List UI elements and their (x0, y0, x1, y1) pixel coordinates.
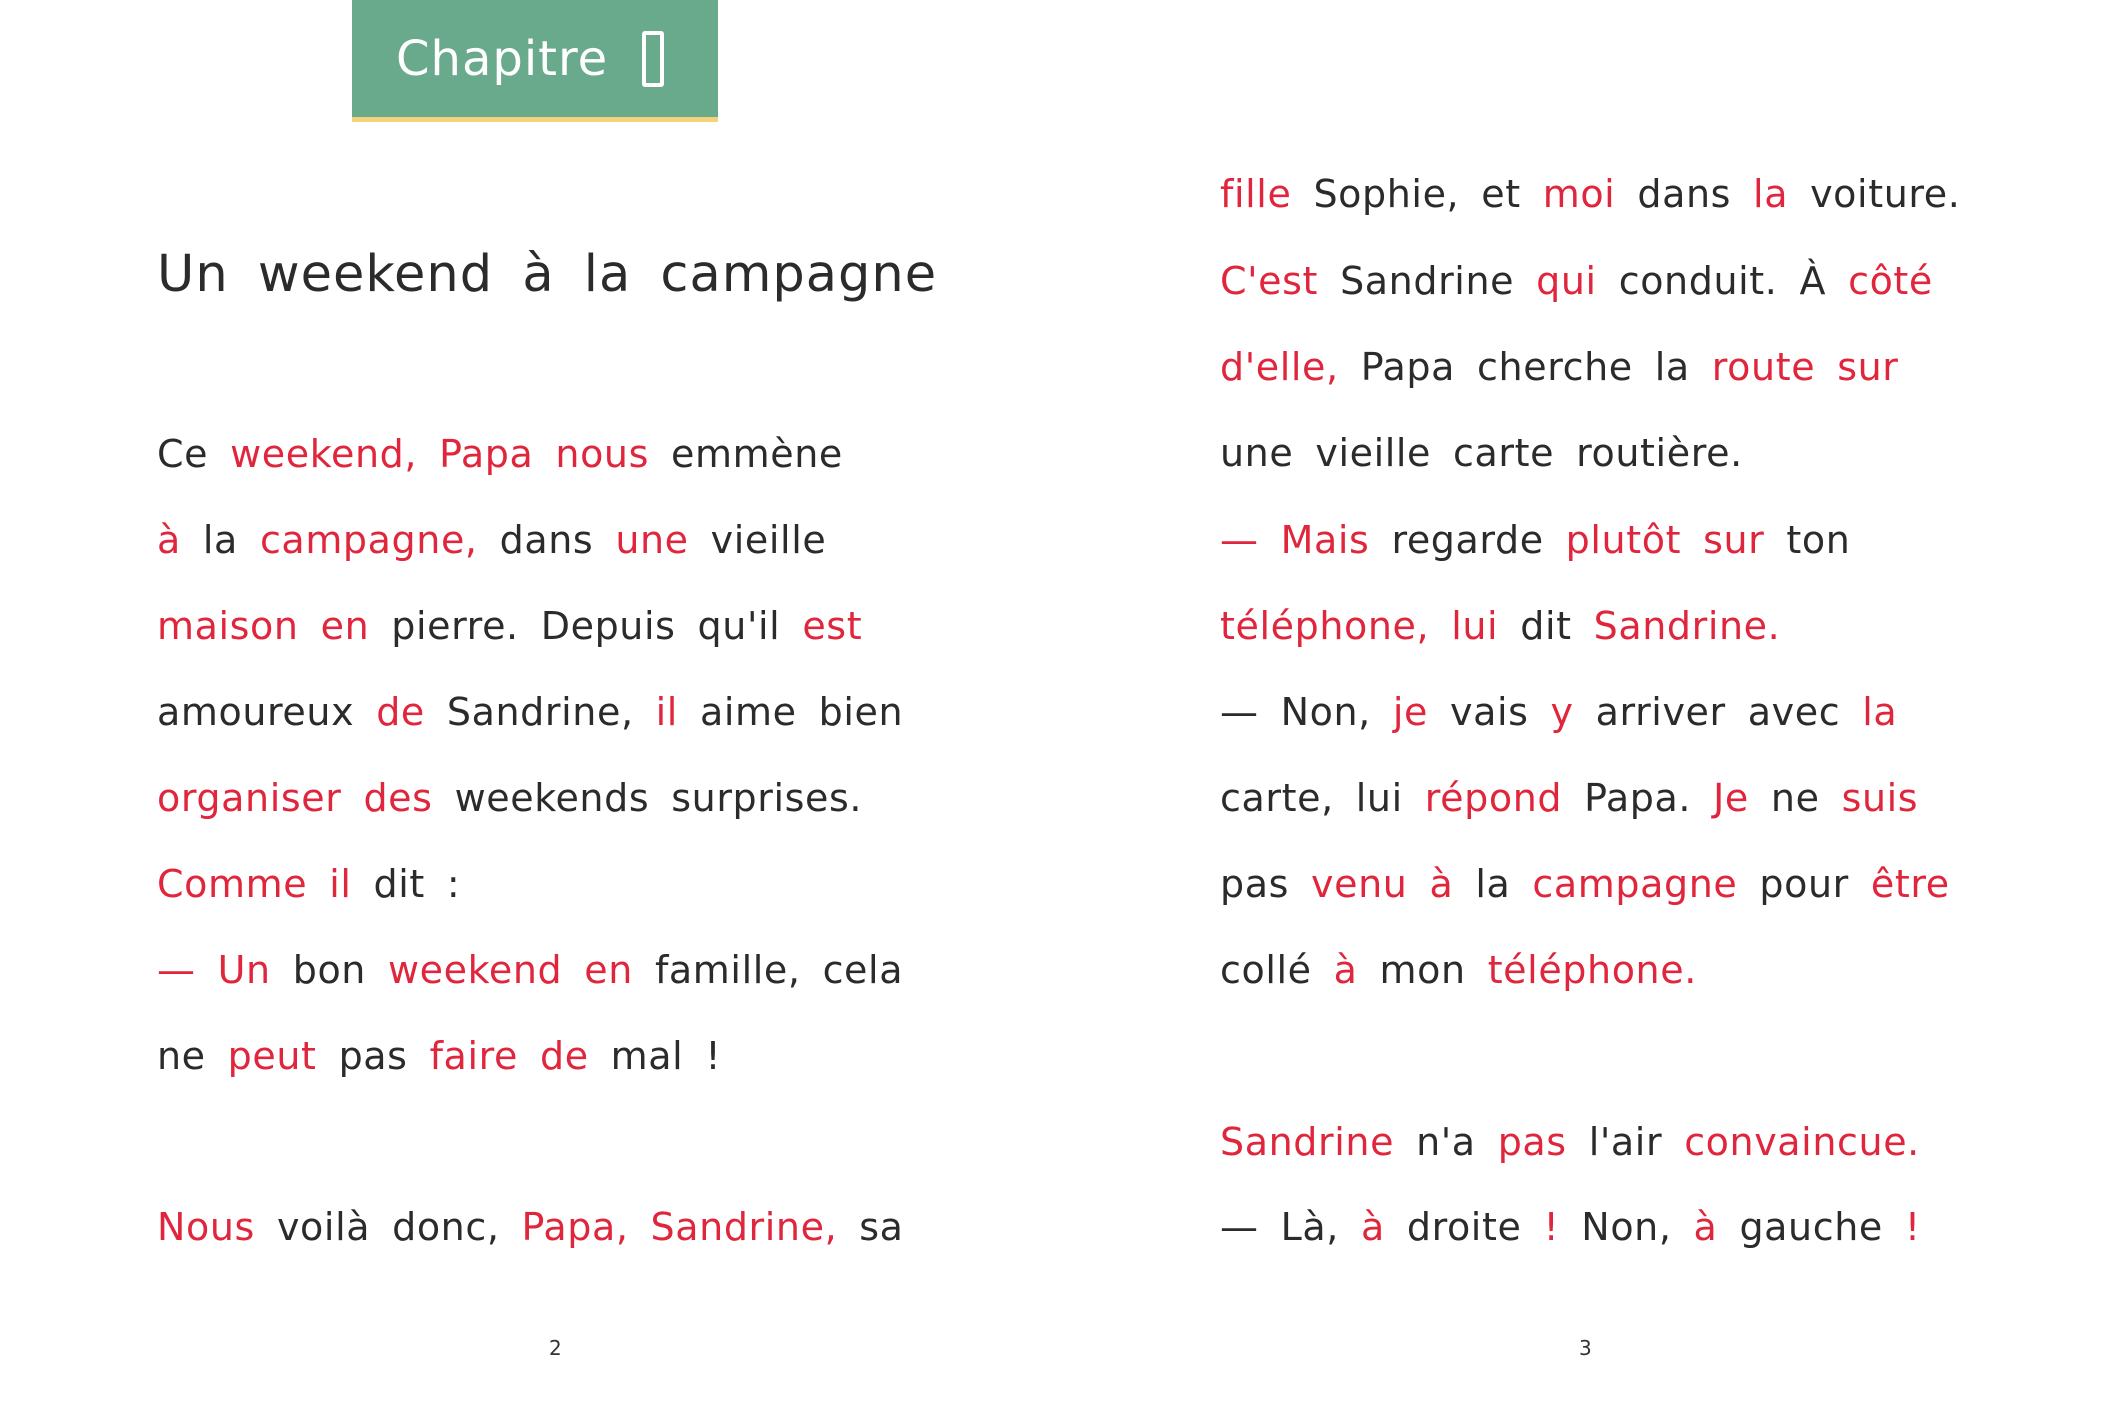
word: la (1862, 690, 1898, 734)
word: suis (1841, 776, 1919, 820)
text-line (1220, 249, 1933, 313)
word: téléphone. (1487, 948, 1697, 992)
word: carte (1453, 431, 1555, 475)
text-line (1220, 1110, 1920, 1174)
word: Papa. (1584, 776, 1692, 820)
word: sur (1703, 518, 1765, 562)
text-line (157, 594, 862, 658)
text-line (1220, 508, 1850, 572)
word: Sandrine (1220, 1120, 1395, 1164)
text-line (1220, 1195, 1921, 1259)
text-line (1220, 680, 1897, 744)
word: des (363, 776, 433, 820)
word: et (1481, 172, 1521, 216)
word: convaincue. (1684, 1120, 1920, 1164)
word: cherche (1477, 345, 1633, 389)
word: à (1429, 862, 1454, 906)
word: Non, (1280, 690, 1371, 734)
word: voilà (276, 1205, 371, 1249)
word: je (1392, 690, 1428, 734)
word: Sophie, (1313, 172, 1460, 216)
word: carte, (1220, 776, 1334, 820)
text-line (157, 938, 903, 1002)
word: fille (1220, 172, 1292, 216)
word: regarde (1391, 518, 1544, 562)
text-line (157, 680, 903, 744)
word: Mais (1280, 518, 1370, 562)
word: à (157, 518, 181, 562)
word: il (329, 862, 352, 906)
word: route (1711, 345, 1816, 389)
word: gauche (1739, 1205, 1883, 1249)
word: Comme (157, 862, 308, 906)
word: organiser (157, 776, 342, 820)
text-line (1220, 766, 1918, 830)
word: téléphone, (1220, 604, 1430, 648)
word: arriver (1595, 690, 1726, 734)
text-line (1220, 162, 1960, 226)
word: pierre. (391, 604, 519, 648)
word: à (1360, 1205, 1385, 1249)
word: — (1220, 690, 1259, 734)
word: ! (705, 1034, 722, 1078)
word: pas (338, 1034, 408, 1078)
word: pas (1220, 862, 1290, 906)
word: ne (157, 1034, 206, 1078)
text-line (157, 1195, 904, 1259)
word: est (802, 604, 863, 648)
word: pour (1759, 862, 1849, 906)
chapter-number (642, 31, 664, 87)
word: l'air (1588, 1120, 1663, 1164)
word: avec (1747, 690, 1841, 734)
word: dans (1637, 172, 1732, 216)
word: vais (1450, 690, 1529, 734)
word: Depuis (540, 604, 676, 648)
text-line (157, 508, 826, 572)
word: une (615, 518, 689, 562)
word: Sandrine, (650, 1205, 838, 1249)
text-line (1220, 938, 1697, 1002)
word: à (1693, 1205, 1718, 1249)
word: weekends (454, 776, 650, 820)
page-number-left: 2 (549, 1336, 562, 1360)
word: weekend (387, 948, 563, 992)
word: ton (1786, 518, 1851, 562)
word: dit (1520, 604, 1572, 648)
word: pas (1497, 1120, 1567, 1164)
text-line (157, 1024, 721, 1088)
text-line (1220, 594, 1780, 658)
word: la (1753, 172, 1789, 216)
word: bon (292, 948, 366, 992)
text-line (157, 422, 843, 486)
word: weekend, (230, 432, 418, 476)
word: Sandrine (1340, 259, 1515, 303)
word: vieille (1315, 431, 1432, 475)
word: Papa, (521, 1205, 629, 1249)
text-line (1220, 335, 1899, 399)
word: Je (1713, 776, 1749, 820)
word: ! (1543, 1205, 1560, 1249)
word: moi (1542, 172, 1616, 216)
word: campagne (1532, 862, 1738, 906)
word: Là, (1280, 1205, 1339, 1249)
word: Ce (157, 432, 209, 476)
word: maison (157, 604, 299, 648)
word: plutôt (1565, 518, 1682, 562)
word: donc, (392, 1205, 500, 1249)
word: amoureux (157, 690, 355, 734)
word: faire (429, 1034, 518, 1078)
word: dans (499, 518, 594, 562)
word: sur (1837, 345, 1899, 389)
word: d'elle, (1220, 345, 1339, 389)
word: voiture. (1810, 172, 1961, 216)
chapter-title: Un weekend à la campagne (157, 245, 938, 304)
word: dit (373, 862, 425, 906)
word: Sandrine. (1593, 604, 1781, 648)
word: la (1654, 345, 1690, 389)
word: vieille (710, 518, 827, 562)
word: mon (1379, 948, 1466, 992)
word: il (655, 690, 678, 734)
word: conduit. (1618, 259, 1778, 303)
word: répond (1424, 776, 1563, 820)
text-line (1220, 852, 1950, 916)
word: Un (217, 948, 271, 992)
word: campagne, (259, 518, 478, 562)
word: en (584, 948, 633, 992)
page-number-right: 3 (1579, 1336, 1592, 1360)
word: : (446, 862, 461, 906)
word: y (1550, 690, 1574, 734)
text-line (1220, 421, 1743, 485)
word: peut (227, 1034, 317, 1078)
word: droite (1406, 1205, 1522, 1249)
word: qui (1536, 259, 1597, 303)
word: qu'il (697, 604, 781, 648)
word: Nous (157, 1205, 255, 1249)
word: à (1333, 948, 1358, 992)
word: surprises. (671, 776, 863, 820)
word: bien (818, 690, 904, 734)
word: — (1220, 1205, 1259, 1249)
word: C'est (1220, 259, 1319, 303)
word: la (1475, 862, 1511, 906)
right-page (1063, 0, 2126, 1410)
word: venu (1311, 862, 1408, 906)
word: — (1220, 518, 1259, 562)
word: famille, (654, 948, 801, 992)
word: de (539, 1034, 589, 1078)
word: ! (1904, 1205, 1921, 1249)
word: Papa (439, 432, 534, 476)
word: Papa (1360, 345, 1456, 389)
word: lui (1451, 604, 1499, 648)
word: — (157, 948, 196, 992)
word: ne (1770, 776, 1820, 820)
word: nous (555, 432, 650, 476)
word: côté (1848, 259, 1933, 303)
chapter-label: Chapitre (396, 30, 609, 87)
word: en (320, 604, 370, 648)
word: mal (610, 1034, 684, 1078)
word: collé (1220, 948, 1312, 992)
word: emmène (671, 432, 843, 476)
text-line (157, 766, 862, 830)
word: Sandrine, (446, 690, 634, 734)
word: cela (822, 948, 904, 992)
word: une (1220, 431, 1294, 475)
chapter-banner (352, 0, 718, 122)
word: de (376, 690, 425, 734)
word: la (202, 518, 238, 562)
word: être (1870, 862, 1950, 906)
word: lui (1355, 776, 1403, 820)
word: n'a (1416, 1120, 1476, 1164)
word: À (1799, 259, 1827, 303)
word: sa (859, 1205, 904, 1249)
text-line (157, 852, 460, 916)
word: aime (699, 690, 797, 734)
word: Non, (1581, 1205, 1672, 1249)
word: routière. (1576, 431, 1743, 475)
